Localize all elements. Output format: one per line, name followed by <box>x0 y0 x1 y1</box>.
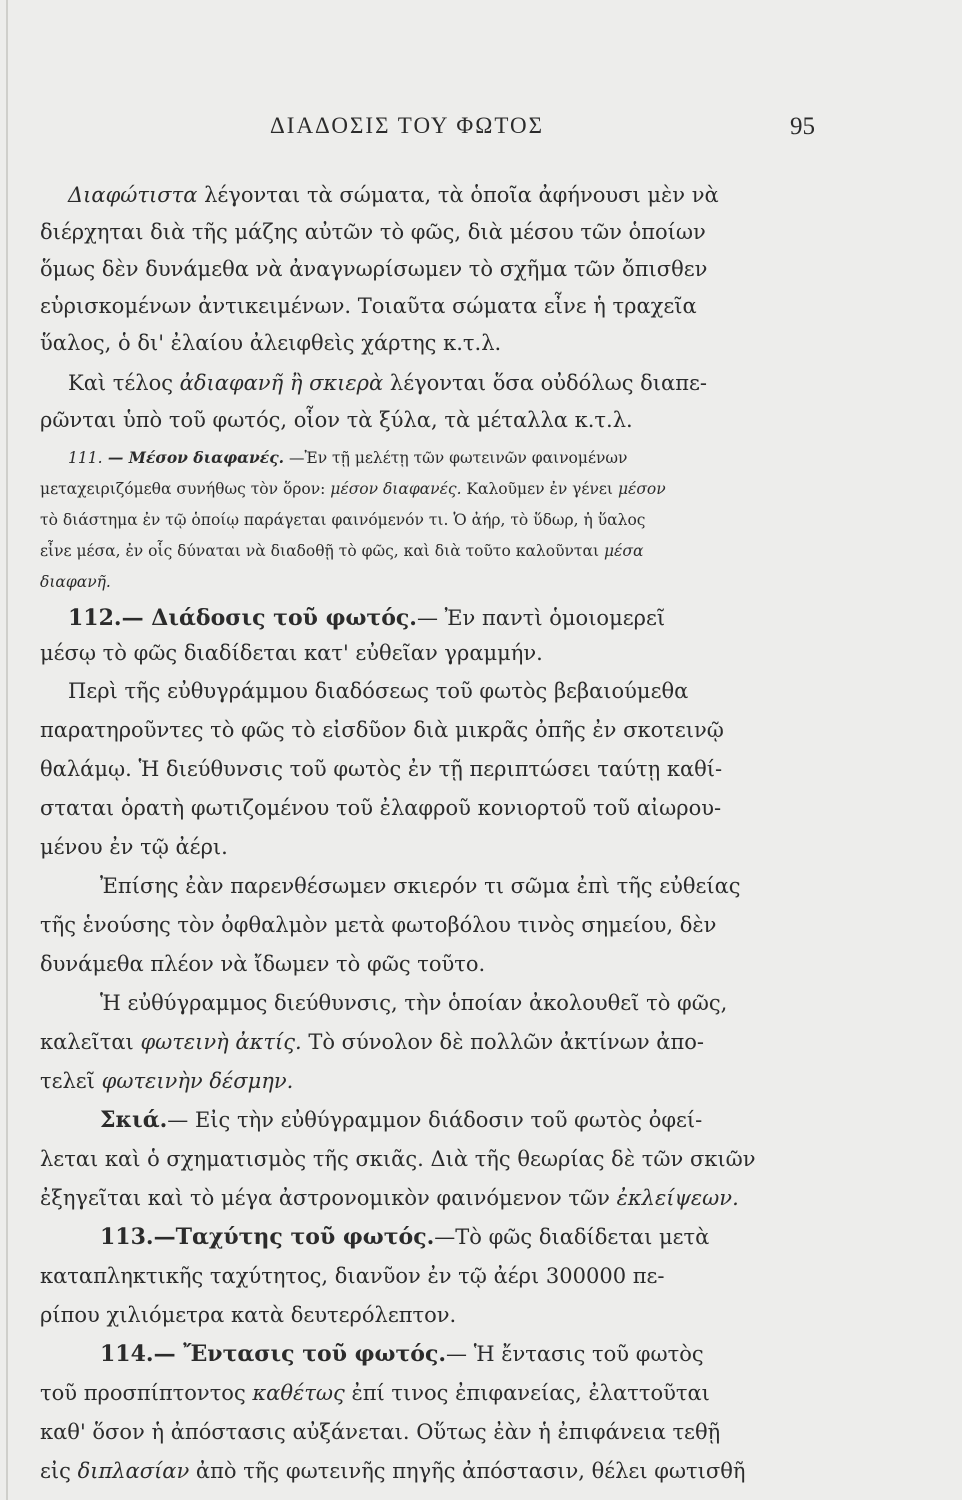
section-111-line <box>40 443 948 473</box>
text-line: τὸ διάστημα ἐν τῷ ὁποίῳ παράγεται φαινόμενόν τι. Ὁ ἀήρ, τὸ ὕδωρ, ἡ ὕαλος <box>40 511 646 529</box>
text-line <box>40 1456 920 1486</box>
section-number: 112. <box>68 605 122 631</box>
text-line: θαλάμῳ. Ἡ διεύθυνσις τοῦ φωτὸς ἐν τῇ περιπτώσει ταύτῃ καθί- <box>40 757 723 781</box>
text-line <box>40 368 948 398</box>
text-line: ρίπου χιλιόμετρα κατὰ δευτερόλεπτον. <box>40 1303 457 1327</box>
section-114-line <box>40 1339 962 1369</box>
term-italic: ἐκλείψεων. <box>616 1186 739 1210</box>
section-title: Σκιά. <box>100 1107 168 1133</box>
text-span: καλεῖται <box>40 1030 141 1054</box>
text-line <box>40 180 948 210</box>
text-span: Τὸ σύνολον δὲ πολλῶν ἀκτίνων ἀπο- <box>301 1030 704 1054</box>
text-line: καθ' ὅσον ἡ ἀπόστασις αὐξάνεται. Οὕτως ἐὰν ἡ ἐπιφάνεια τεθῇ <box>40 1420 721 1444</box>
text-span: τελεῖ <box>40 1069 102 1093</box>
text-line: ρῶνται ὑπὸ τοῦ φωτός, οἷον τὰ ξύλα, τὰ μέταλλα κ.τ.λ. <box>40 408 633 432</box>
text-line: διέρχηται διὰ τῆς μάζης αὐτῶν τὸ φῶς, διὰ μέσου τῶν ὁποίων <box>40 220 706 244</box>
text-line: μένου ἐν τῷ ἀέρι. <box>40 835 228 859</box>
text-line <box>40 1027 920 1057</box>
term-italic: μέσα <box>603 542 644 560</box>
text-line: λεται καὶ ὁ σχηματισμὸς τῆς σκιᾶς. Διὰ τῆς θεωρίας δὲ τῶν σκιῶν <box>40 1147 756 1171</box>
text-span: —Ἐν τῇ μελέτῃ τῶν φωτεινῶν φαινομένων <box>284 449 628 467</box>
term-italic: διπλασίαν <box>77 1459 190 1483</box>
text-line <box>40 1378 920 1408</box>
text-span: Καλοῦμεν ἐν γένει <box>461 480 618 498</box>
text-line: Ἡ εὐθύγραμμος διεύθυνσις, τὴν ὁποίαν ἀκολουθεῖ τὸ φῶς, <box>100 991 728 1015</box>
section-113-line <box>40 1222 962 1252</box>
text-line: τῆς ἑνούσης τὸν ὀφθαλμὸν μετὰ φωτοβόλου τινὸς σημείου, δὲν <box>40 913 717 937</box>
text-span: τοῦ προσπίπτοντος <box>40 1381 253 1405</box>
term-italic: φωτεινὴν δέσμην. <box>101 1069 294 1093</box>
text-span: — Ἐν παντὶ ὁμοιομερεῖ <box>416 606 666 630</box>
text-span: —Τὸ φῶς διαδίδεται μετὰ <box>434 1225 710 1249</box>
term-italic: μέσον διαφανές. <box>330 480 462 498</box>
text-line: καταπληκτικῆς ταχύτητος, διανῦον ἐν τῷ ἀέρι 300000 πε- <box>40 1264 665 1288</box>
section-title: — Διάδοσις τοῦ φωτός. <box>121 605 417 631</box>
text-line: ὕαλος, ὁ δι' ἐλαίου ἀλειφθεὶς χάρτης κ.τ.λ. <box>40 331 502 355</box>
skia-line <box>40 1105 962 1135</box>
running-title: ΔΙΑΔΟΣΙΣ ΤΟΥ ΦΩΤΟΣ <box>270 113 544 138</box>
section-number: 111. <box>68 449 103 467</box>
text-span: ἐπί τινος ἐπιφανείας, ἐλαττοῦται <box>344 1381 710 1405</box>
text-line <box>40 536 920 566</box>
text-line: Ἐπίσης ἐὰν παρενθέσωμεν σκιερόν τι σῶμα ἐπὶ τῆς εὐθείας <box>100 874 741 898</box>
text-line: παρατηροῦντες τὸ φῶς τὸ εἰσδῦον διὰ μικρᾶς ὀπῆς ἐν σκοτεινῷ <box>40 718 724 742</box>
text-span: — Εἰς τὴν εὐθύγραμμον διάδοσιν τοῦ φωτὸς ὀφεί- <box>167 1108 703 1132</box>
text-span: ἀπὸ τῆς φωτεινῆς πηγῆς ἀπόστασιν, θέλει φωτισθῆ <box>189 1459 746 1483</box>
section-title: —Ταχύτης τοῦ φωτός. <box>153 1224 435 1250</box>
text-span: μεταχειριζόμεθα συνήθως τὸν ὅρον: <box>40 480 331 498</box>
text-line <box>40 1183 920 1213</box>
page-number: 95 <box>790 113 815 140</box>
text-line: εὑρισκομένων ἀντικειμένων. Τοιαῦτα σώματα εἶνε ἡ τραχεῖα <box>40 294 697 318</box>
text-line <box>40 474 920 504</box>
text-span: εἶνε μέσα, ἐν οἷς δύναται νὰ διαδοθῇ τὸ φῶς, καὶ διὰ τοῦτο καλοῦνται <box>40 542 604 560</box>
term-italic: καθέτως <box>252 1381 345 1405</box>
text-line: μέσῳ τὸ φῶς διαδίδεται κατ' εὐθεῖαν γραμμήν. <box>40 641 543 665</box>
text-line: δυνάμεθα πλέον νὰ ἴδωμεν τὸ φῶς τοῦτο. <box>40 952 486 976</box>
term-italic: ἀδιαφανῆ ἢ σκιερὰ <box>179 371 384 395</box>
text-line: ὅμως δὲν δυνάμεθα νὰ ἀναγνωρίσωμεν τὸ σχῆμα τῶν ὄπισθεν <box>40 257 708 281</box>
term-italic: μέσον <box>617 480 666 498</box>
text-span: εἰς <box>40 1459 78 1483</box>
term-italic: Διαφώτιστα <box>68 183 198 207</box>
text-line: Περὶ τῆς εὐθυγράμμου διαδόσεως τοῦ φωτὸς βεβαιούμεθα <box>68 679 689 703</box>
page-header <box>0 113 962 147</box>
page-edge <box>6 0 8 1500</box>
term-italic: φωτεινὴ ἀκτίς. <box>140 1030 302 1054</box>
section-title: — Μέσον διαφανές. <box>102 448 285 467</box>
section-112-line <box>40 603 948 633</box>
text-span: ἐξηγεῖται καὶ τὸ μέγα ἀστρονομικὸν φαινόμενον τῶν <box>40 1186 617 1210</box>
text-line: διαφανῆ. <box>40 573 111 591</box>
section-number: 114. <box>100 1341 154 1367</box>
text-line <box>40 1066 920 1096</box>
text-span: — Ἡ ἔντασις τοῦ φωτὸς <box>446 1342 704 1366</box>
text-span: λέγονται ὅσα οὐδόλως διαπε- <box>383 371 707 395</box>
section-title: — Ἔντασις τοῦ φωτός. <box>153 1341 447 1367</box>
text-span: Καὶ τέλος <box>68 371 180 395</box>
text-span: λέγονται τὰ σώματα, τὰ ὁποῖα ἀφήνουσι μὲν νὰ <box>197 183 719 207</box>
text-line: σταται ὁρατὴ φωτιζομένου τοῦ ἐλαφροῦ κονιορτοῦ τοῦ αἰωρου- <box>40 796 722 820</box>
section-number: 113. <box>100 1224 154 1250</box>
